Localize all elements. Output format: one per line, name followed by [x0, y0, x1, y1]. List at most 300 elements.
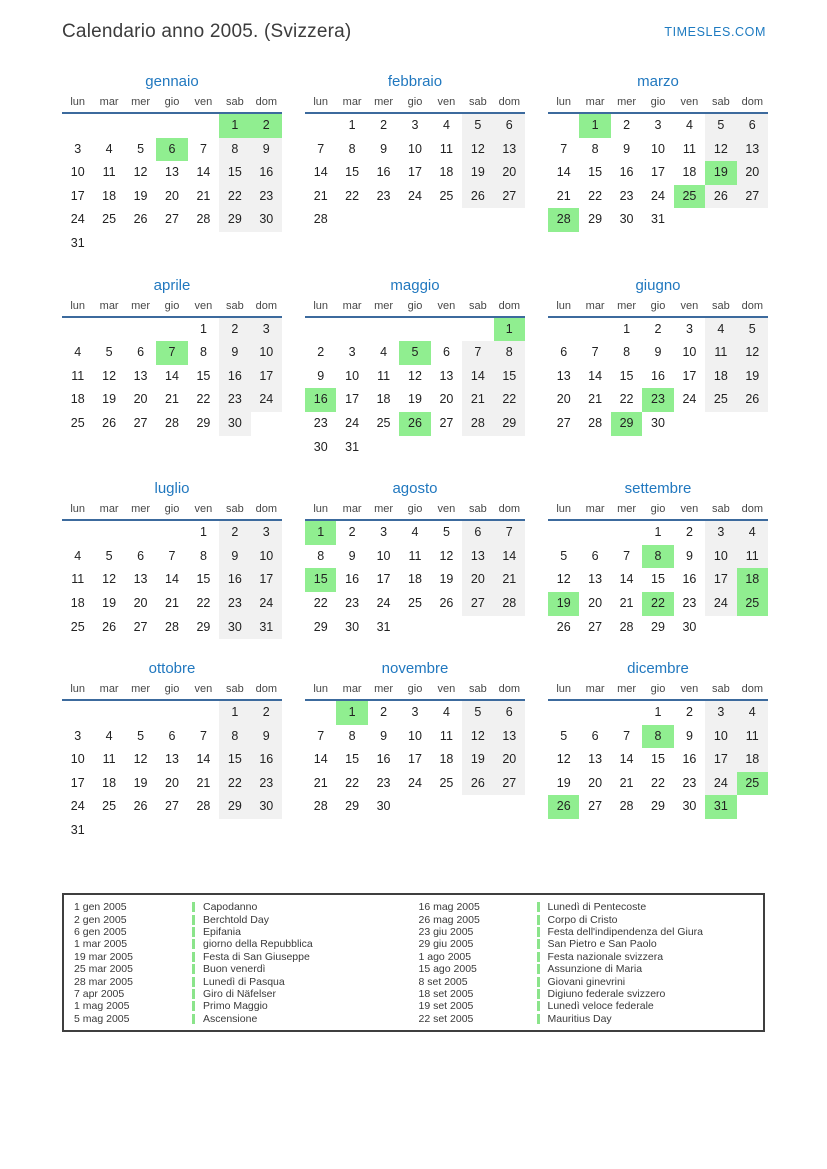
- day-cell: 2: [642, 318, 673, 342]
- legend-entry: [419, 926, 764, 938]
- legend-holiday-name: Epifania: [203, 925, 241, 938]
- month-ottobre: [62, 658, 282, 843]
- day-cell: 24: [705, 592, 736, 616]
- legend-holiday-name: Festa nazionale svizzera: [547, 950, 664, 963]
- day-cell: 22: [336, 185, 367, 209]
- week-row: [548, 725, 768, 749]
- legend-holiday-name: Buon venerdì: [203, 963, 266, 976]
- week-row: [62, 568, 282, 592]
- day-cell: 24: [674, 388, 705, 412]
- day-cell: 4: [674, 114, 705, 138]
- day-cell: 21: [611, 772, 642, 796]
- day-cell: [219, 819, 250, 843]
- day-cell: 10: [62, 748, 93, 772]
- weekday-label: lun: [556, 96, 572, 108]
- weekday-label: mar: [585, 503, 605, 516]
- day-cell: 27: [494, 772, 525, 796]
- day-cell: 26: [462, 772, 493, 796]
- day-cell: 29: [336, 795, 367, 819]
- day-cell: 9: [368, 725, 399, 749]
- day-cell: 27: [125, 616, 156, 640]
- day-cell: 2: [336, 521, 367, 545]
- week-row: [548, 748, 768, 772]
- day-cell: 27: [494, 185, 525, 209]
- day-cell: 1: [305, 521, 336, 545]
- week-row: [305, 795, 525, 819]
- legend-date: 1 gen 2005: [74, 901, 127, 914]
- day-cell: [579, 521, 610, 545]
- weekday-label: dom: [741, 299, 763, 312]
- week-row: [305, 114, 525, 138]
- week-row: [62, 592, 282, 616]
- day-cell: [494, 795, 525, 819]
- legend-date: 25 mar 2005: [74, 963, 133, 976]
- day-cell: 7: [156, 545, 187, 569]
- day-cell: [125, 232, 156, 256]
- weekday-label: dom: [498, 683, 520, 696]
- day-cell: 16: [674, 568, 705, 592]
- legend-holiday-name: Lunedì di Pasqua: [203, 975, 285, 988]
- day-cell: 27: [548, 412, 579, 436]
- day-cell: 31: [62, 232, 93, 256]
- legend-holiday-name: Giro di Näfelser: [203, 987, 276, 1000]
- day-cell: 24: [251, 592, 282, 616]
- holiday-marker-bar: [192, 939, 195, 949]
- week-row: [62, 138, 282, 162]
- day-cell: 30: [251, 795, 282, 819]
- legend-entry: [419, 938, 764, 950]
- day-cell: 14: [462, 365, 493, 389]
- legend-date: 5 mag 2005: [74, 1012, 130, 1025]
- day-cell: 2: [251, 701, 282, 725]
- legend-holiday-name: Capodanno: [203, 901, 258, 914]
- day-cell: 20: [548, 388, 579, 412]
- weekday-label: dom: [498, 96, 520, 108]
- day-cell: 5: [431, 521, 462, 545]
- day-cell: 1: [642, 701, 673, 725]
- day-cell: [431, 436, 462, 460]
- day-cell: 23: [251, 185, 282, 209]
- day-cell: 17: [368, 568, 399, 592]
- day-cell: 24: [336, 412, 367, 436]
- day-cell: 3: [399, 701, 430, 725]
- week-row: [548, 521, 768, 545]
- day-cell: 26: [399, 412, 430, 436]
- holiday-marker-bar: [537, 939, 540, 949]
- day-cell: 17: [705, 748, 736, 772]
- day-cell: 10: [336, 365, 367, 389]
- weekday-label: ven: [194, 683, 213, 696]
- legend-holiday-name: Lunedì di Pentecoste: [547, 901, 647, 914]
- legend-date: 2 gen 2005: [74, 913, 127, 926]
- week-row: [62, 208, 282, 232]
- day-cell: 24: [62, 795, 93, 819]
- day-cell: 20: [494, 161, 525, 185]
- weekday-label: lun: [556, 683, 572, 696]
- day-cell: 28: [611, 795, 642, 819]
- day-cell: 11: [737, 725, 768, 749]
- weekday-label: sab: [225, 683, 244, 696]
- day-cell: 27: [125, 412, 156, 436]
- day-cell: 13: [431, 365, 462, 389]
- day-cell: 26: [462, 185, 493, 209]
- week-row: [305, 365, 525, 389]
- day-cell: 8: [188, 341, 219, 365]
- month-title: novembre: [381, 660, 449, 678]
- day-cell: 28: [611, 616, 642, 640]
- day-cell: 4: [368, 341, 399, 365]
- holiday-marker-bar: [192, 952, 195, 962]
- day-cell: [125, 521, 156, 545]
- day-cell: 12: [548, 568, 579, 592]
- day-cell: 4: [93, 138, 124, 162]
- day-cell: [251, 819, 282, 843]
- holiday-marker-bar: [537, 1001, 540, 1011]
- day-cell: 12: [125, 748, 156, 772]
- day-cell: 11: [399, 545, 430, 569]
- weekday-header-row: [62, 300, 282, 316]
- day-cell: 2: [674, 521, 705, 545]
- weekday-header-row: [62, 503, 282, 519]
- day-cell: 4: [737, 521, 768, 545]
- day-cell: 18: [399, 568, 430, 592]
- day-cell: 14: [548, 161, 579, 185]
- holiday-marker-bar: [192, 1001, 195, 1011]
- day-cell: 25: [399, 592, 430, 616]
- week-row: [305, 592, 525, 616]
- day-cell: 14: [156, 568, 187, 592]
- day-cell: 13: [548, 365, 579, 389]
- weekday-header-row: [548, 96, 768, 112]
- day-cell: [494, 616, 525, 640]
- day-cell: [494, 208, 525, 232]
- month-settembre: [548, 478, 768, 639]
- weekday-label: mar: [99, 299, 119, 312]
- day-cell: [368, 318, 399, 342]
- day-cell: 19: [125, 772, 156, 796]
- day-cell: [399, 318, 430, 342]
- legend-holiday-name: Festa di San Giuseppe: [203, 950, 310, 963]
- day-cell: 12: [548, 748, 579, 772]
- day-cell: [431, 208, 462, 232]
- day-cell: [305, 318, 336, 342]
- day-cell: 30: [674, 795, 705, 819]
- day-cell: 22: [336, 772, 367, 796]
- day-cell: 1: [219, 114, 250, 138]
- day-cell: 27: [431, 412, 462, 436]
- weekday-label: mer: [374, 683, 394, 696]
- weekday-label: gio: [407, 299, 423, 312]
- week-row: [305, 701, 525, 725]
- day-cell: 1: [611, 318, 642, 342]
- day-cell: 7: [548, 138, 579, 162]
- legend-entry: [419, 975, 764, 987]
- day-cell: 6: [431, 341, 462, 365]
- weekday-header-row: [305, 683, 525, 699]
- day-cell: 17: [62, 185, 93, 209]
- legend-holiday-name: Lunedì veloce federale: [547, 1000, 654, 1013]
- day-cell: 22: [188, 388, 219, 412]
- legend-date: 22 set 2005: [418, 1012, 474, 1025]
- legend-holiday-name: Festa dell'indipendenza del Giura: [547, 925, 704, 938]
- day-cell: 27: [579, 795, 610, 819]
- day-cell: 25: [431, 772, 462, 796]
- week-row: [305, 388, 525, 412]
- month-luglio: [62, 478, 282, 639]
- week-row: [305, 545, 525, 569]
- weekday-label: lun: [70, 299, 86, 312]
- weekday-label: gio: [650, 299, 666, 312]
- weekday-label: lun: [70, 96, 86, 108]
- week-row: [62, 701, 282, 725]
- day-cell: 9: [674, 725, 705, 749]
- weekday-header-row: [548, 300, 768, 316]
- weekday-label: gio: [164, 299, 180, 312]
- day-cell: 26: [125, 795, 156, 819]
- day-cell: 22: [642, 592, 673, 616]
- day-cell: 21: [494, 568, 525, 592]
- week-row: [548, 341, 768, 365]
- week-row: [62, 521, 282, 545]
- day-cell: 16: [368, 161, 399, 185]
- day-cell: 19: [431, 568, 462, 592]
- legend-entry: [74, 988, 419, 1000]
- day-cell: 19: [737, 365, 768, 389]
- day-cell: 15: [494, 365, 525, 389]
- legend-date: 19 set 2005: [418, 1000, 474, 1013]
- day-cell: [156, 819, 187, 843]
- weekday-label: lun: [313, 96, 329, 108]
- day-cell: [62, 318, 93, 342]
- legend-date: 1 ago 2005: [418, 950, 472, 963]
- day-cell: 17: [674, 365, 705, 389]
- weekday-label: gio: [407, 503, 423, 516]
- day-cell: [705, 412, 736, 436]
- day-cell: 20: [125, 388, 156, 412]
- weekday-label: mar: [342, 299, 362, 312]
- day-cell: 23: [219, 592, 250, 616]
- day-cell: [62, 521, 93, 545]
- holiday-marker-bar: [192, 977, 195, 987]
- day-cell: 20: [579, 592, 610, 616]
- week-row: [548, 161, 768, 185]
- day-cell: 8: [336, 725, 367, 749]
- weekday-label: lun: [313, 503, 329, 516]
- day-cell: 19: [548, 772, 579, 796]
- day-cell: 8: [336, 138, 367, 162]
- day-cell: 12: [705, 138, 736, 162]
- weekday-label: ven: [194, 299, 213, 312]
- day-cell: 12: [462, 138, 493, 162]
- day-cell: 6: [156, 725, 187, 749]
- day-cell: 25: [674, 185, 705, 209]
- day-cell: 18: [674, 161, 705, 185]
- week-row: [548, 365, 768, 389]
- day-cell: 1: [188, 521, 219, 545]
- holiday-marker-bar: [192, 902, 195, 912]
- day-cell: 21: [305, 772, 336, 796]
- day-cell: 26: [737, 388, 768, 412]
- legend-entry: [74, 1000, 419, 1012]
- day-cell: 29: [188, 616, 219, 640]
- month-novembre: [305, 658, 525, 819]
- weekday-label: mar: [99, 503, 119, 516]
- day-cell: 24: [251, 388, 282, 412]
- day-cell: 27: [462, 592, 493, 616]
- day-cell: [188, 114, 219, 138]
- week-row: [62, 545, 282, 569]
- day-cell: 29: [611, 412, 642, 436]
- day-cell: 9: [642, 341, 673, 365]
- weekday-label: mer: [374, 299, 394, 312]
- week-row: [548, 592, 768, 616]
- day-cell: 16: [219, 568, 250, 592]
- day-cell: [251, 412, 282, 436]
- day-cell: 29: [219, 795, 250, 819]
- month-gennaio: [62, 71, 282, 256]
- legend-entry: [74, 975, 419, 987]
- week-row: [305, 725, 525, 749]
- day-cell: 15: [642, 748, 673, 772]
- day-cell: 17: [251, 568, 282, 592]
- day-cell: 19: [399, 388, 430, 412]
- day-cell: 26: [125, 208, 156, 232]
- day-cell: 11: [62, 568, 93, 592]
- legend-date: 28 mar 2005: [74, 975, 133, 988]
- day-cell: 7: [462, 341, 493, 365]
- holiday-marker-bar: [537, 952, 540, 962]
- day-cell: 28: [156, 412, 187, 436]
- weekday-label: dom: [255, 299, 277, 312]
- legend-entry: [74, 963, 419, 975]
- week-row: [548, 545, 768, 569]
- day-cell: 26: [93, 616, 124, 640]
- day-cell: 11: [674, 138, 705, 162]
- day-cell: 23: [368, 772, 399, 796]
- weekday-label: gio: [164, 683, 180, 696]
- week-row: [305, 521, 525, 545]
- week-row: [305, 341, 525, 365]
- day-cell: 1: [642, 521, 673, 545]
- month-title: giugno: [635, 276, 681, 294]
- day-cell: 4: [431, 701, 462, 725]
- day-cell: 25: [62, 412, 93, 436]
- week-row: [62, 341, 282, 365]
- weekday-label: ven: [437, 96, 456, 108]
- weekday-label: ven: [194, 96, 213, 108]
- legend-date: 29 giu 2005: [418, 938, 474, 951]
- day-cell: 17: [336, 388, 367, 412]
- day-cell: 13: [579, 748, 610, 772]
- day-cell: 25: [93, 208, 124, 232]
- day-cell: 5: [737, 318, 768, 342]
- day-cell: [705, 616, 736, 640]
- week-row: [548, 138, 768, 162]
- site-link[interactable]: TIMESLES.COM: [664, 25, 766, 39]
- week-row: [62, 412, 282, 436]
- day-cell: 28: [548, 208, 579, 232]
- day-cell: 8: [642, 545, 673, 569]
- day-cell: 1: [336, 114, 367, 138]
- day-cell: [579, 701, 610, 725]
- day-cell: 6: [156, 138, 187, 162]
- day-cell: 29: [642, 616, 673, 640]
- week-row: [62, 114, 282, 138]
- day-cell: 18: [93, 772, 124, 796]
- day-cell: 16: [674, 748, 705, 772]
- week-row: [305, 318, 525, 342]
- week-row: [548, 208, 768, 232]
- day-cell: 11: [705, 341, 736, 365]
- day-cell: 28: [579, 412, 610, 436]
- month-title: gennaio: [145, 73, 199, 90]
- month-agosto: [305, 478, 525, 639]
- day-cell: 6: [125, 545, 156, 569]
- legend-entry: [419, 913, 764, 925]
- weekday-label: mar: [585, 299, 605, 312]
- day-cell: [399, 616, 430, 640]
- month-maggio: [305, 275, 525, 460]
- week-row: [305, 436, 525, 460]
- day-cell: 3: [62, 138, 93, 162]
- day-cell: 17: [642, 161, 673, 185]
- holiday-marker-bar: [537, 902, 540, 912]
- day-cell: 7: [579, 341, 610, 365]
- day-cell: [336, 318, 367, 342]
- day-cell: 4: [399, 521, 430, 545]
- day-cell: 23: [674, 772, 705, 796]
- weekday-label: lun: [313, 683, 329, 696]
- day-cell: 21: [462, 388, 493, 412]
- day-cell: [93, 521, 124, 545]
- weekday-label: dom: [498, 299, 520, 312]
- day-cell: 8: [642, 725, 673, 749]
- day-cell: 5: [125, 138, 156, 162]
- weekday-label: sab: [711, 503, 730, 516]
- day-cell: 15: [611, 365, 642, 389]
- legend-entry: [419, 951, 764, 963]
- day-cell: 31: [705, 795, 736, 819]
- weekday-label: sab: [225, 299, 244, 312]
- weekday-label: ven: [437, 503, 456, 516]
- day-cell: 9: [674, 545, 705, 569]
- weekday-label: mer: [617, 299, 637, 312]
- weekday-header-row: [62, 683, 282, 699]
- month-title: agosto: [392, 480, 438, 498]
- day-cell: 10: [399, 725, 430, 749]
- day-cell: [156, 318, 187, 342]
- day-cell: [705, 208, 736, 232]
- day-cell: 30: [674, 616, 705, 640]
- day-cell: 23: [611, 185, 642, 209]
- weekday-label: mer: [617, 503, 637, 516]
- day-cell: 4: [93, 725, 124, 749]
- day-cell: [188, 819, 219, 843]
- day-cell: 2: [611, 114, 642, 138]
- day-cell: [494, 436, 525, 460]
- legend-entry: [74, 938, 419, 950]
- weekday-label: sab: [711, 96, 730, 108]
- day-cell: 25: [62, 616, 93, 640]
- day-cell: [579, 318, 610, 342]
- day-cell: 12: [93, 568, 124, 592]
- day-cell: [93, 232, 124, 256]
- week-row: [548, 388, 768, 412]
- day-cell: 12: [93, 365, 124, 389]
- day-cell: 31: [62, 819, 93, 843]
- month-marzo: [548, 71, 768, 232]
- legend-holiday-name: Digiuno federale svizzero: [547, 987, 666, 1000]
